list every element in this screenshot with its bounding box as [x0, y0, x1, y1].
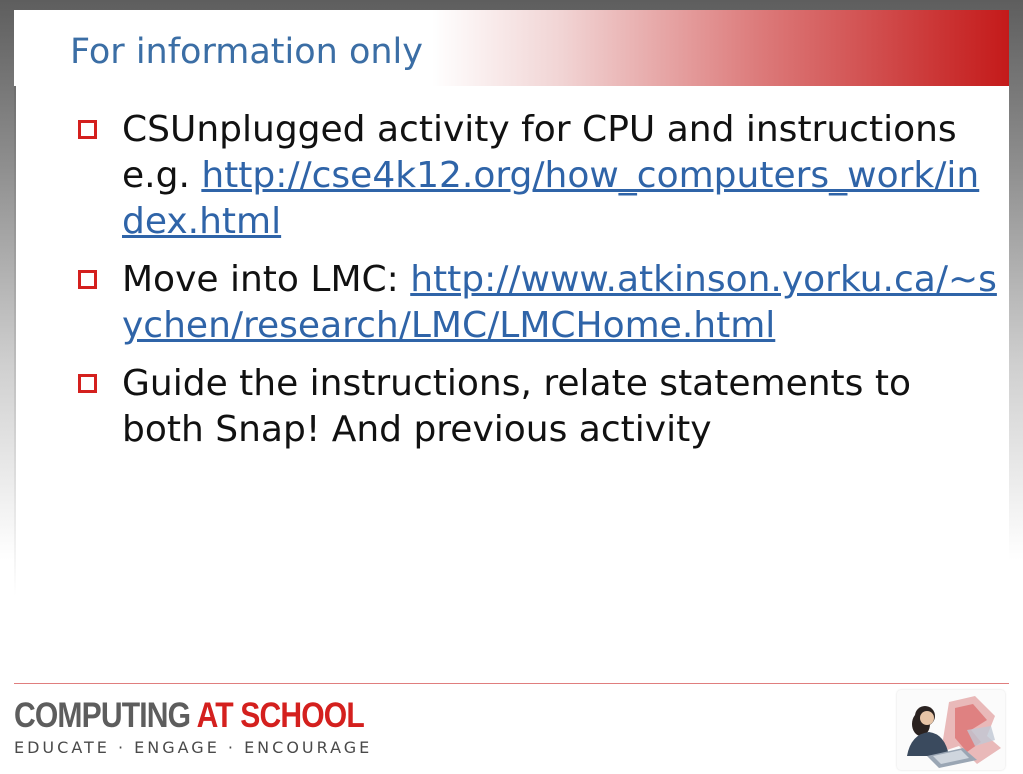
computing-at-school-logo: [14, 696, 421, 757]
bullet-list: [14, 107, 1009, 465]
cse4k12-link[interactable]: http://cse4k12.org/how_computers_work/index.html: [122, 155, 980, 242]
bullet-text: CSUnplugged activity for CPU and instructions e.g.: [122, 109, 957, 196]
logo-tagline: EDUCATE · ENGAGE · ENCOURAGE: [14, 738, 373, 757]
title-bar: [14, 10, 1009, 86]
bullet-item-lmc: [14, 257, 1009, 349]
bullet-text: Move into LMC:: [122, 259, 411, 300]
square-bullet-icon: [78, 374, 97, 393]
slide-title: For information only: [70, 32, 423, 72]
student-laptop-illustration: [897, 690, 1005, 770]
logo-word-computing: COMPUTING: [14, 696, 191, 735]
square-bullet-icon: [78, 270, 97, 289]
student-laptop-icon: [897, 690, 1005, 770]
bullet-item-csunplugged: [14, 107, 1009, 245]
square-bullet-icon: [78, 120, 97, 139]
logo-word-at-school: AT SCHOOL: [196, 696, 364, 735]
lmc-link[interactable]: http://www.atkinson.yorku.ca/~sychen/research/LMC/LMCHome.html: [122, 259, 997, 346]
bullet-text: Guide the instructions, relate statements to both Snap! And previous activity: [122, 363, 911, 450]
footer-divider: [14, 683, 1009, 684]
slide: [14, 10, 1009, 767]
bullet-item-guide: [14, 361, 1009, 453]
